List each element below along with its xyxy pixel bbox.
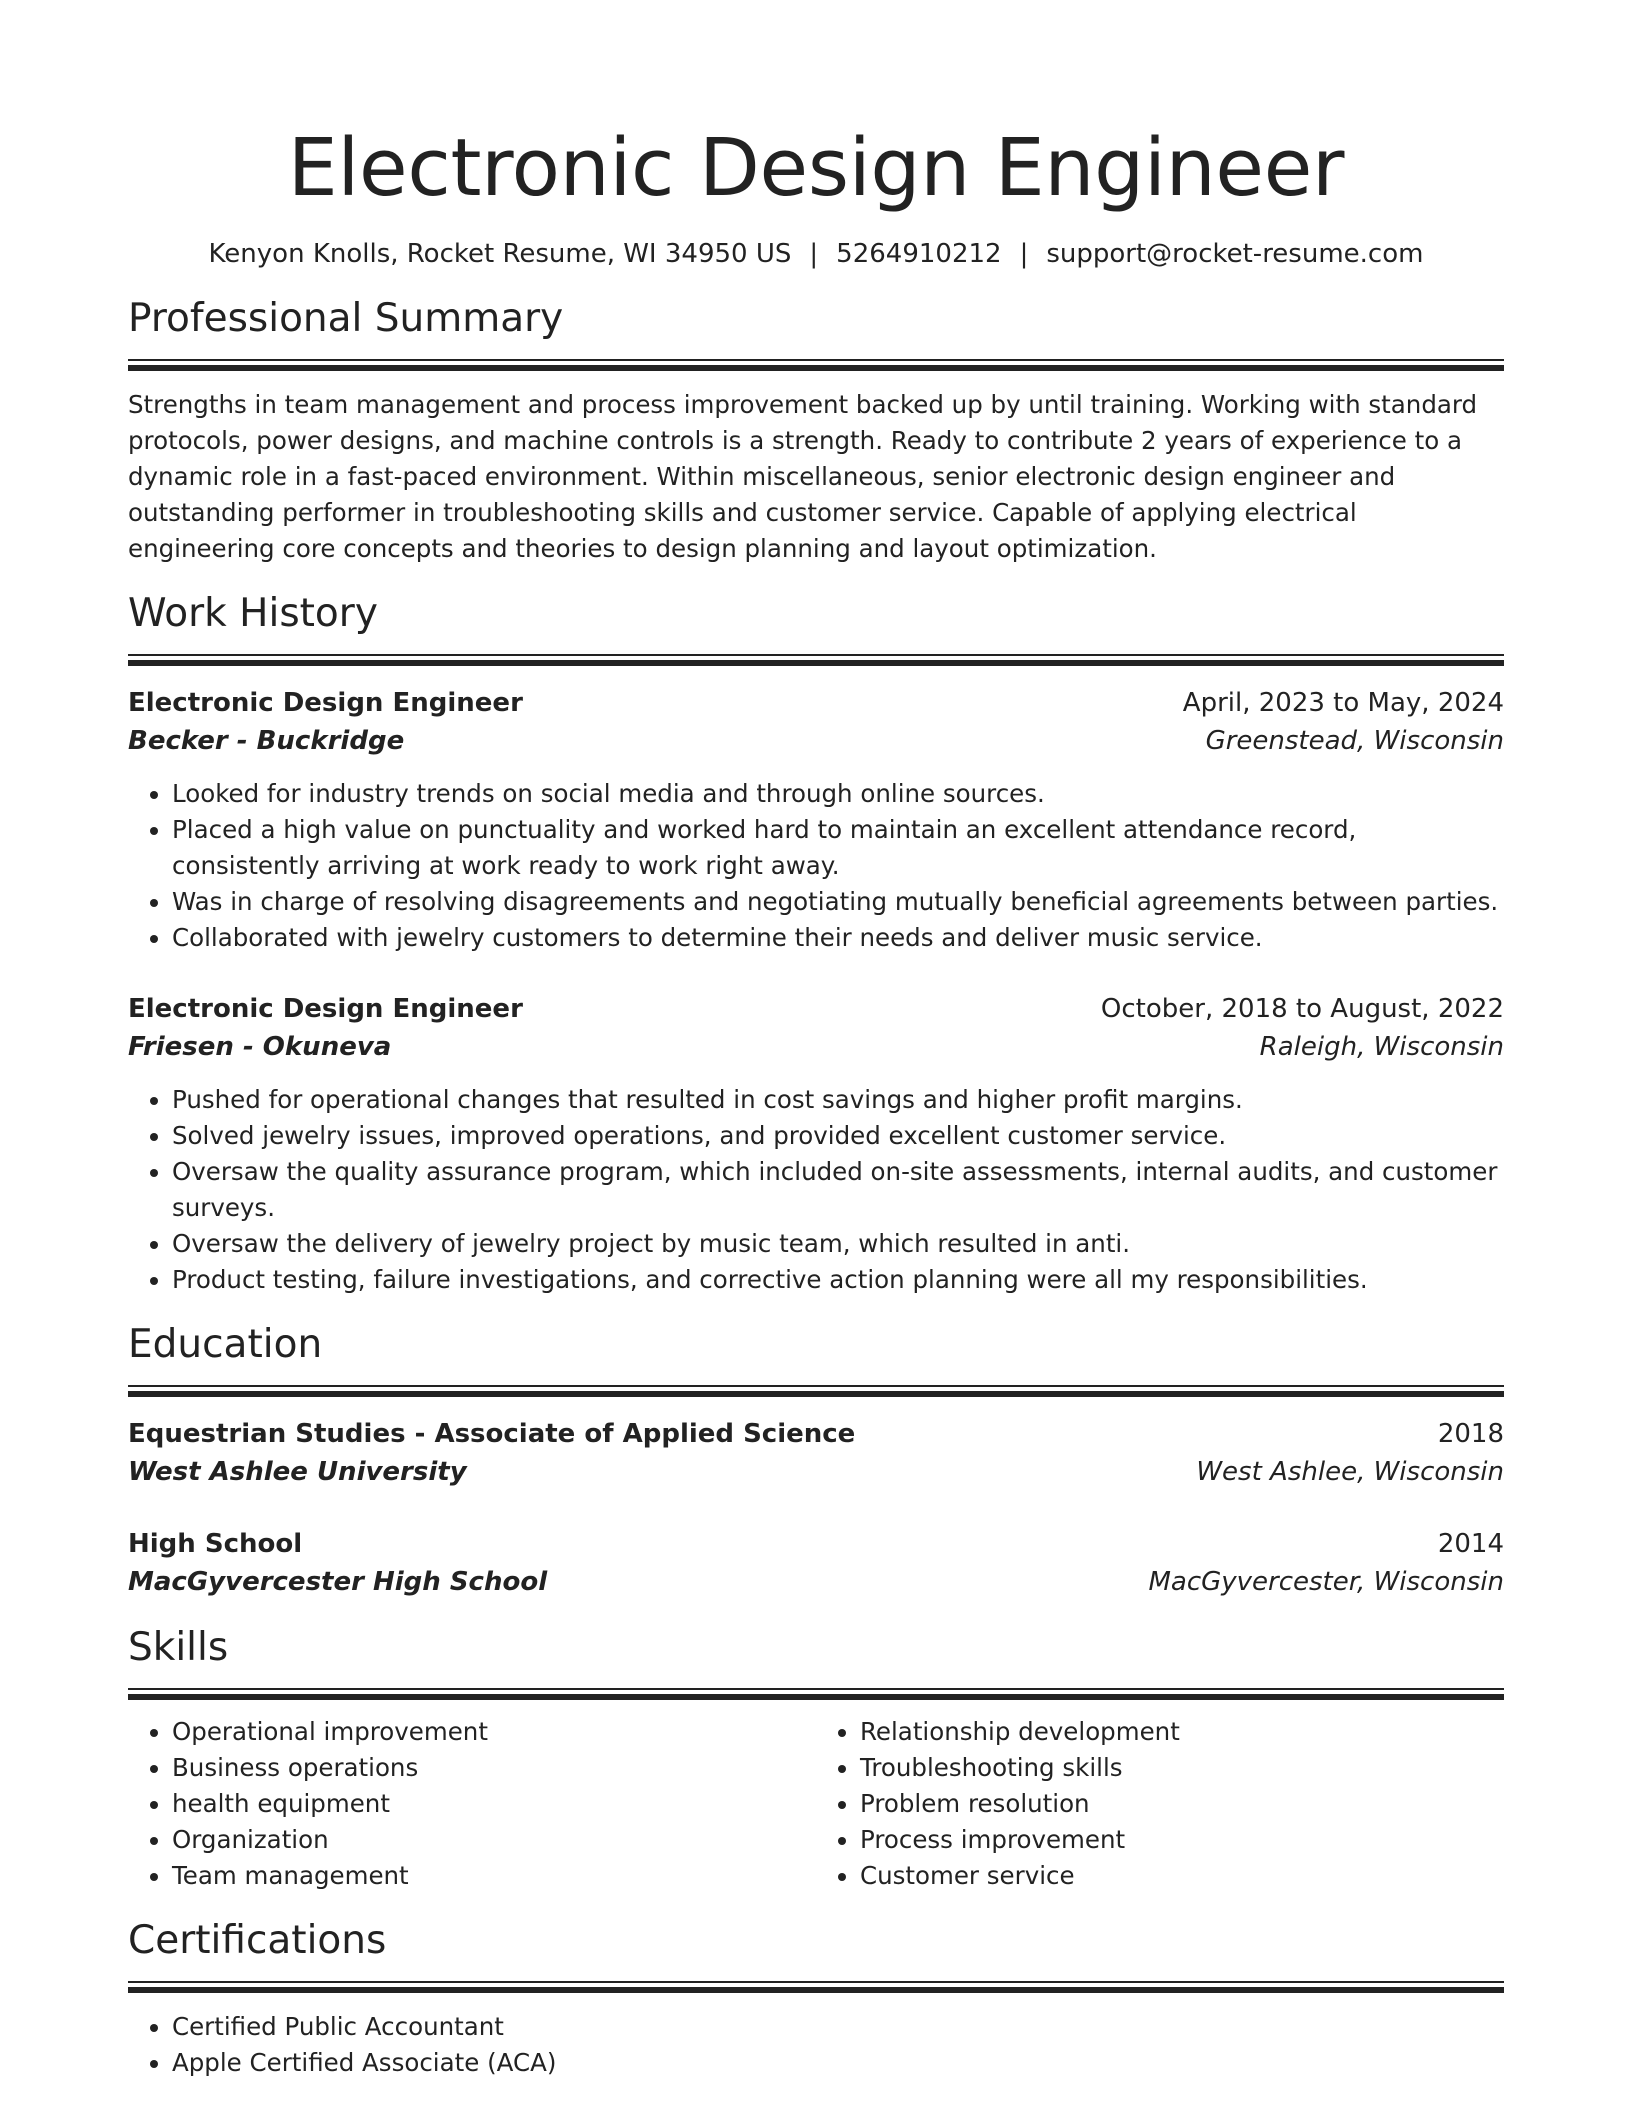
certification-item: • Certified Public Accountant <box>172 2009 1504 2045</box>
education-location: West Ashlee, Wisconsin <box>1196 1457 1504 1487</box>
education-school: MacGyvercester High School <box>128 1567 548 1597</box>
skill-item: • Organization <box>172 1822 816 1858</box>
certifications-section <box>128 1916 1504 2081</box>
skills-list-right <box>816 1714 1504 1894</box>
summary-text: Strengths in team management and process improvement backed up by until training. Working with standard protocols, power designs, and machine controls is a strength. Ready to contribute 2 years of experience to a dynamic role in a fast-paced environment. Within miscellaneous, senior electronic design engineer and outstanding performer in troubleshooting skills and customer service. Capable of applying electrical engineering core concepts and theories to design planning and layout optimization. <box>128 390 1478 563</box>
education-header-row <box>128 1525 1504 1563</box>
skills-section <box>128 1623 1504 1894</box>
education-school-row <box>128 1453 1504 1491</box>
skill-item: • Operational improvement <box>172 1714 816 1750</box>
job-company: Friesen - Okuneva <box>128 1032 392 1062</box>
contact-phone: 5264910212 <box>836 239 1002 269</box>
list-item: • Was in charge of resolving disagreements and negotiating mutually beneficial agreements between parties. <box>172 884 1504 920</box>
skill-item: • Customer service <box>860 1858 1504 1894</box>
summary-section <box>128 294 1504 567</box>
section-heading: Skills <box>128 1625 229 1670</box>
job-duties-list <box>128 776 1504 956</box>
job-title: Electronic Design Engineer <box>128 688 523 718</box>
skills-list-left <box>128 1714 816 1894</box>
job-entry <box>128 990 1504 1298</box>
job-location: Greenstead, Wisconsin <box>1205 726 1504 756</box>
education-degree: Equestrian Studies - Associate of Applied Science <box>128 1419 856 1449</box>
education-degree: High School <box>128 1529 303 1559</box>
list-item: • Oversaw the quality assurance program, which included on-site assessments, internal audits, and customer surveys. <box>172 1154 1504 1226</box>
skill-item: • health equipment <box>172 1786 816 1822</box>
job-duties-list <box>128 1082 1504 1298</box>
education-entry <box>128 1415 1504 1491</box>
contact-address: Kenyon Knolls, Rocket Resume, WI 34950 US <box>208 239 792 269</box>
contact-email: support@rocket-resume.com <box>1046 239 1424 269</box>
skill-item: • Business operations <box>172 1750 816 1786</box>
skill-item: • Troubleshooting skills <box>860 1750 1504 1786</box>
section-heading: Education <box>128 1322 323 1367</box>
education-school-row <box>128 1563 1504 1601</box>
job-header-row <box>128 684 1504 722</box>
job-dates: October, 2018 to August, 2022 <box>1100 994 1504 1024</box>
section-divider <box>128 654 1504 666</box>
job-entry <box>128 684 1504 956</box>
resume-page <box>128 0 1504 2081</box>
certification-item: • Apple Certified Associate (ACA) <box>172 2045 1504 2081</box>
skill-item: • Process improvement <box>860 1822 1504 1858</box>
education-school: West Ashlee University <box>128 1457 467 1487</box>
section-heading: Work History <box>128 591 378 636</box>
list-item: • Pushed for operational changes that resulted in cost savings and higher profit margins. <box>172 1082 1504 1118</box>
contact-separator: | <box>1019 239 1029 269</box>
list-item: • Solved jewelry issues, improved operations, and provided excellent customer service. <box>172 1118 1504 1154</box>
certifications-list <box>128 2009 1504 2081</box>
job-location: Raleigh, Wisconsin <box>1259 1032 1504 1062</box>
education-entry <box>128 1525 1504 1601</box>
skill-item: • Relationship development <box>860 1714 1504 1750</box>
resume-title: Electronic Design Engineer <box>287 122 1345 214</box>
skill-item: • Team management <box>172 1858 816 1894</box>
job-title: Electronic Design Engineer <box>128 994 523 1024</box>
skill-item: • Problem resolution <box>860 1786 1504 1822</box>
list-item: • Oversaw the delivery of jewelry project by music team, which resulted in anti. <box>172 1226 1504 1262</box>
section-divider <box>128 1981 1504 1993</box>
job-company: Becker - Buckridge <box>128 726 405 756</box>
section-divider <box>128 359 1504 371</box>
list-item: • Placed a high value on punctuality and worked hard to maintain an excellent attendance record, consistently arriving at work ready to work right away. <box>172 812 1504 884</box>
list-item: • Looked for industry trends on social media and through online sources. <box>172 776 1504 812</box>
list-item: • Product testing, failure investigations, and corrective action planning were all my responsibilities. <box>172 1262 1504 1298</box>
list-item: • Collaborated with jewelry customers to determine their needs and deliver music service. <box>172 920 1504 956</box>
education-year: 2018 <box>1437 1419 1504 1449</box>
job-header-row <box>128 990 1504 1028</box>
education-year: 2014 <box>1437 1529 1504 1559</box>
contact-separator: | <box>809 239 819 269</box>
job-dates: April, 2023 to May, 2024 <box>1182 688 1504 718</box>
education-header-row <box>128 1415 1504 1453</box>
work-history-section <box>128 589 1504 1298</box>
section-heading: Professional Summary <box>128 296 564 341</box>
skills-grid <box>128 1714 1504 1894</box>
section-divider <box>128 1688 1504 1700</box>
contact-line <box>128 236 1504 272</box>
job-company-row <box>128 722 1504 760</box>
education-location: MacGyvercester, Wisconsin <box>1148 1567 1504 1597</box>
job-company-row <box>128 1028 1504 1066</box>
education-section <box>128 1320 1504 1601</box>
section-heading: Certifications <box>128 1918 387 1963</box>
section-divider <box>128 1385 1504 1397</box>
